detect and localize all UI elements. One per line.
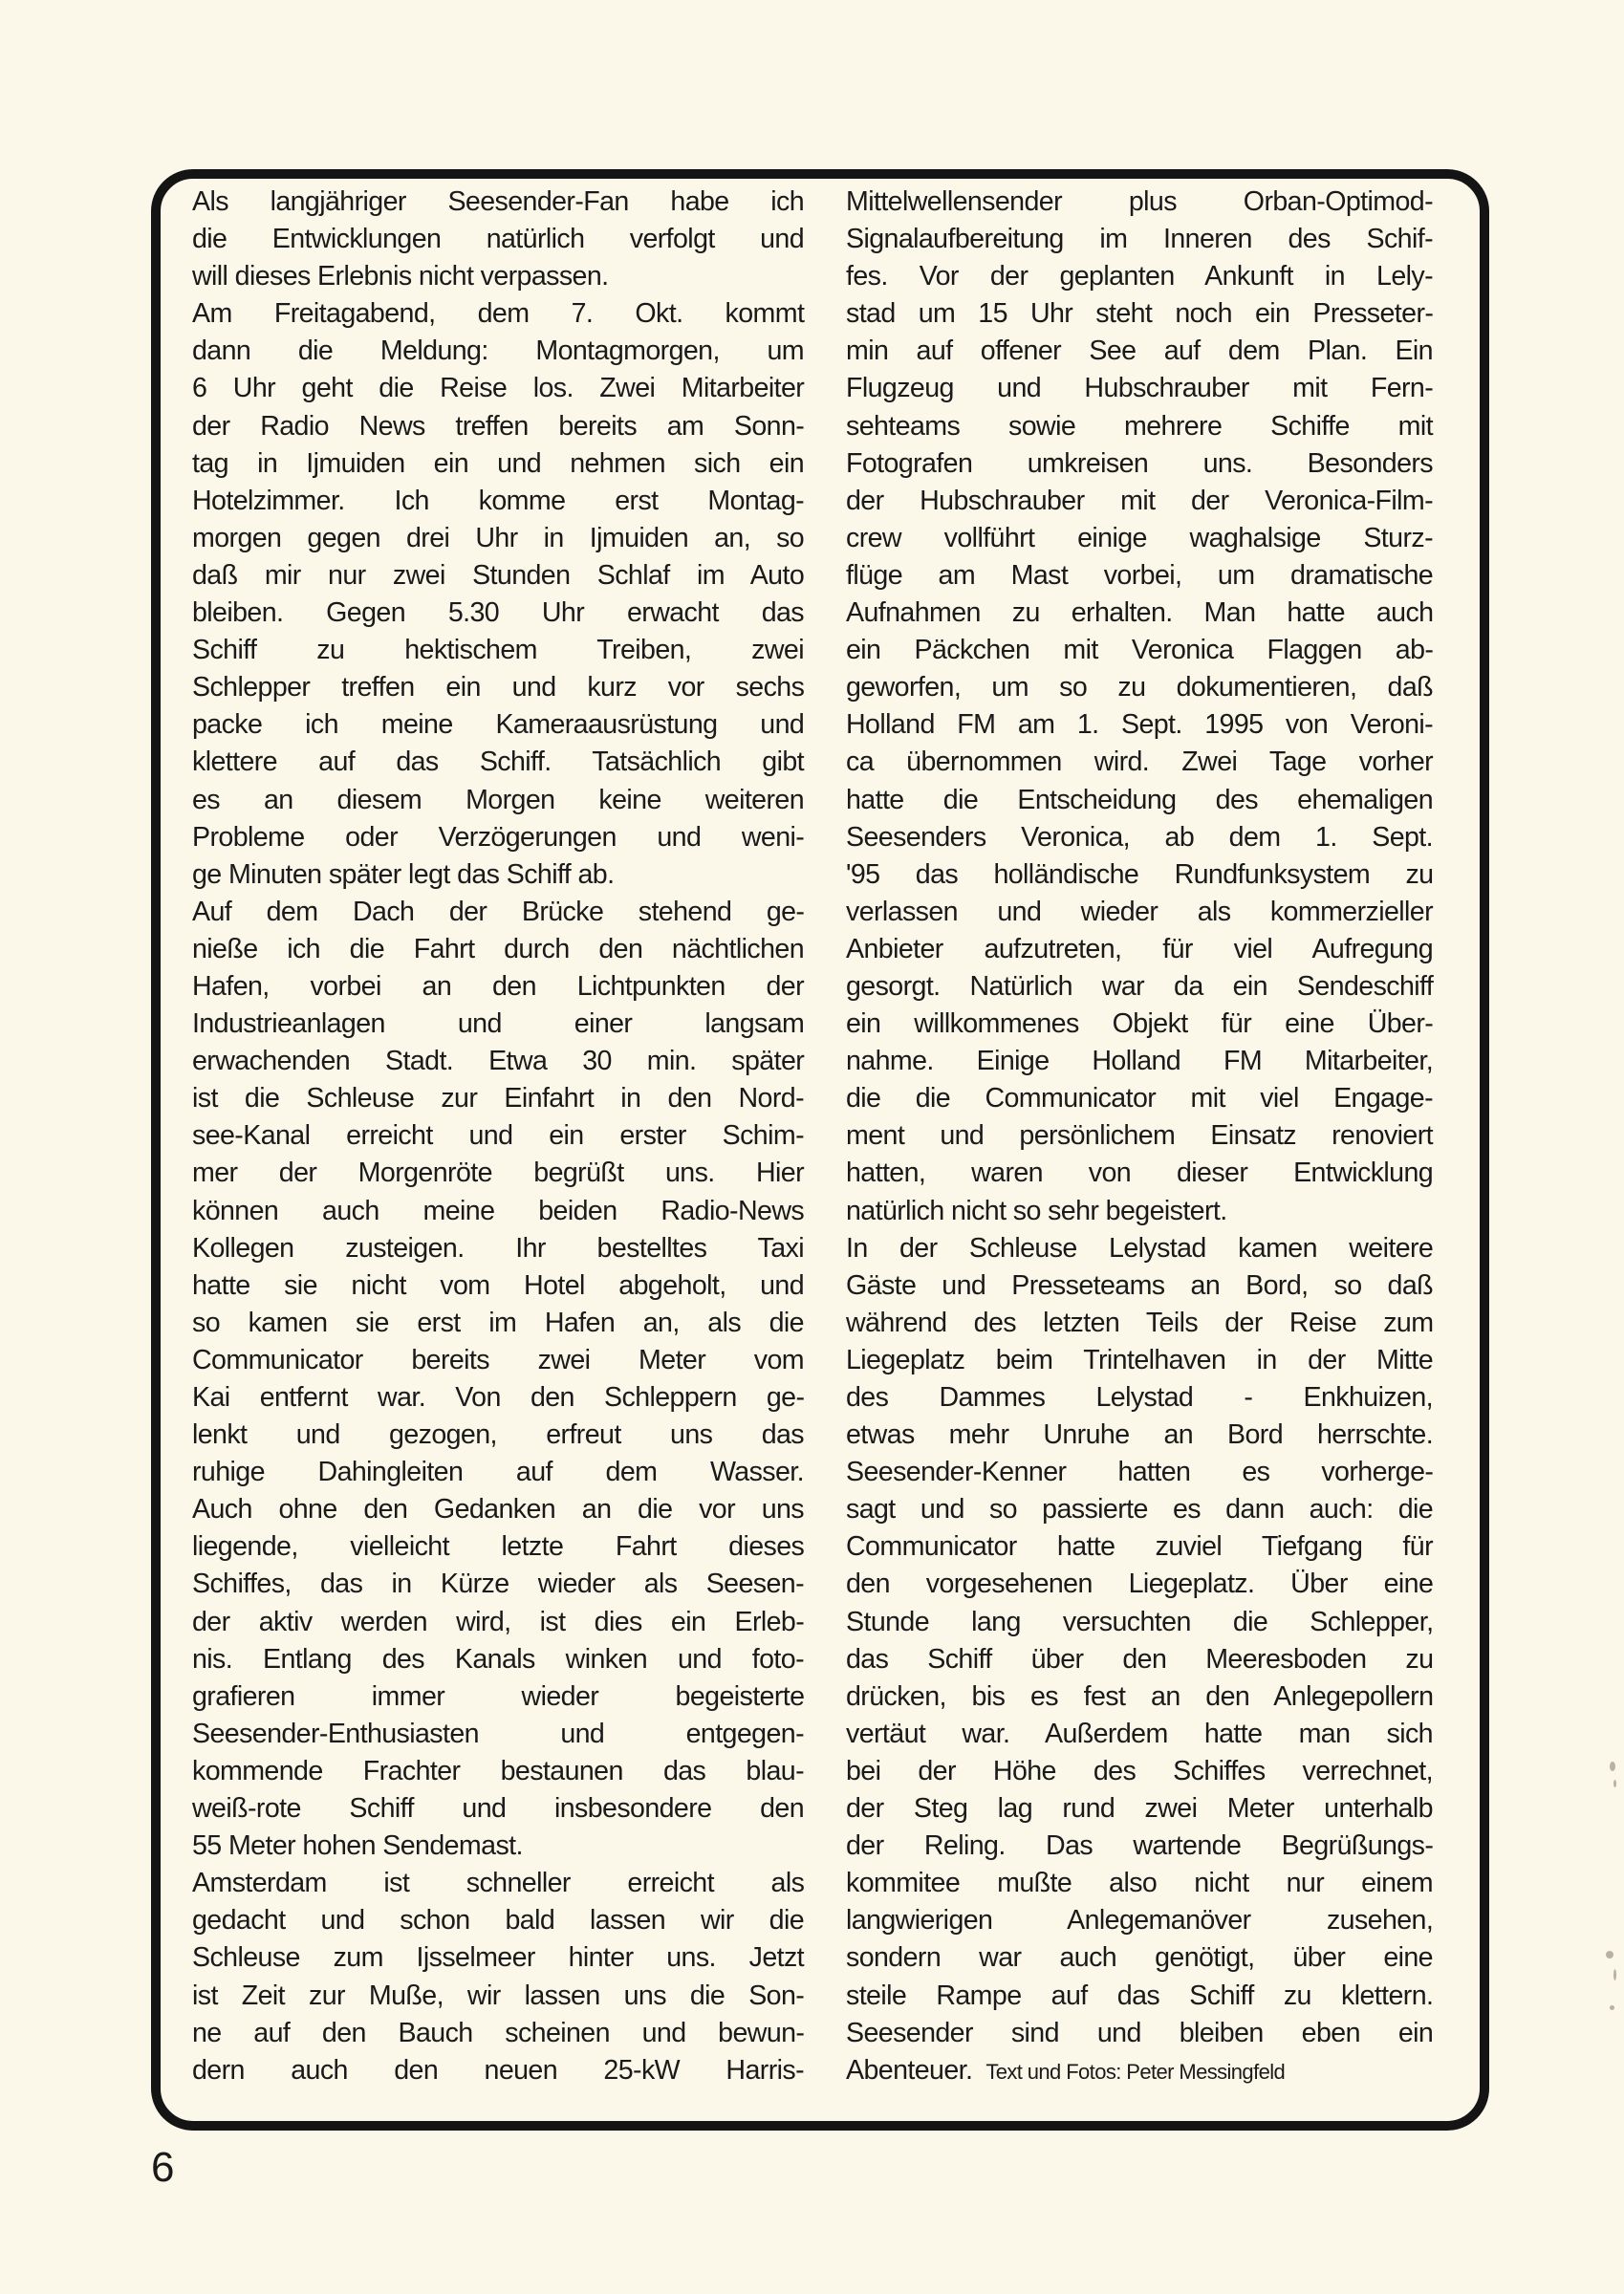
text-line: Auf dem Dach der Brücke stehend ge- <box>192 896 805 927</box>
text-line: Als langjähriger Seesender-Fan habe ich <box>192 186 804 217</box>
text-line: Seesender-Kenner hatten es vorherge- <box>846 1457 1434 1488</box>
text-line: Holland FM am 1. Sept. 1995 von Veroni- <box>846 709 1434 741</box>
text-line: hatte sie nicht vom Hotel abgeholt, und <box>192 1269 804 1301</box>
text-line: ein willkommenes Objekt für eine Über- <box>846 1008 1434 1040</box>
text-line: gedacht und schon bald lassen wir die <box>192 1905 804 1937</box>
scan-smudge <box>1613 1780 1616 1787</box>
text-line: kommende Frachter bestaunen das blau- <box>192 1755 804 1786</box>
text-line: die Entwicklungen natürlich verfolgt und <box>192 224 804 255</box>
text-line: tag in Ijmuiden ein und nehmen sich ein <box>192 447 804 479</box>
text-line: 55 Meter hohen Sendemast. <box>192 1830 523 1862</box>
text-line: verlassen und wieder als kommerzieller <box>846 896 1433 927</box>
text-line: während des letzten Teils der Reise zum <box>846 1307 1434 1338</box>
text-line: Stunde lang versuchten die Schlepper, <box>846 1606 1434 1637</box>
text-line: will dieses Erlebnis nicht verpassen. <box>192 261 609 292</box>
text-line: sagt und so passierte es dann auch: die <box>846 1494 1434 1526</box>
text-line: Signalaufbereitung im Inneren des Schif- <box>846 224 1433 255</box>
text-line: lenkt und gezogen, erfreut uns das <box>192 1419 804 1451</box>
text-line: Auch ohne den Gedanken an die vor uns <box>192 1494 804 1526</box>
text-line: der Steg lag rund zwei Meter unterhalb <box>846 1793 1433 1825</box>
text-line: weiß-rote Schiff und insbesondere den <box>192 1793 804 1825</box>
text-line: morgen gegen drei Uhr in Ijmuiden an, so <box>192 522 805 553</box>
text-line: Probleme oder Verzögerungen und weni- <box>192 821 805 853</box>
text-line: hatten, waren von dieser Entwicklung <box>846 1158 1434 1189</box>
text-line: kommitee mußte also nicht nur einem <box>846 1868 1433 1899</box>
text-line: Fotografen umkreisen uns. Besonders <box>846 447 1433 479</box>
text-line: ne auf den Bauch scheinen und bewun- <box>192 2017 805 2048</box>
text-line: dann die Meldung: Montagmorgen, um <box>192 335 804 367</box>
text-line: klettere auf das Schiff. Tatsächlich gibt <box>192 747 804 778</box>
text-line: Flugzeug und Hubschrauber mit Fern- <box>846 373 1434 404</box>
text-line: Gäste und Presseteams an Bord, so daß <box>846 1269 1433 1301</box>
text-line: 6 Uhr geht die Reise los. Zwei Mitarbeiter <box>192 373 805 404</box>
text-line: Communicator hatte zuviel Tiefgang für <box>846 1531 1433 1563</box>
text-line: flüge am Mast vorbei, um dramatische <box>846 559 1434 591</box>
text-line: den vorgesehenen Liegeplatz. Über eine <box>846 1569 1434 1600</box>
text-line: stad um 15 Uhr steht noch ein Presseter- <box>846 298 1434 330</box>
text-line: ist Zeit zur Muße, wir lassen uns die Son- <box>192 1980 805 2011</box>
text-line: Liegeplatz beim Trintelhaven in der Mitte <box>846 1344 1433 1375</box>
text-line: Schiffes, das in Kürze wieder als Seesen- <box>192 1569 804 1600</box>
author-byline: Text und Fotos: Peter Messingfeld <box>985 2059 1286 2084</box>
text-line: Seesender sind und bleiben eben ein <box>846 2017 1434 2048</box>
text-line: In der Schleuse Lelystad kamen weitere <box>846 1232 1434 1264</box>
text-line: Schleuse zum Ijsselmeer hinter uns. Jetzt <box>192 1942 805 1974</box>
text-line: bei der Höhe des Schiffes verrechnet, <box>846 1755 1433 1786</box>
text-line: gesorgt. Natürlich war da ein Sendeschiff <box>846 970 1434 1002</box>
text-line: geworfen, um so zu dokumentieren, daß <box>846 672 1433 703</box>
text-line: mer der Morgenröte begrüßt uns. Hier <box>192 1158 804 1189</box>
text-line: die die Communicator mit viel Engage- <box>846 1083 1433 1115</box>
text-line: können auch meine beiden Radio-News <box>192 1195 805 1226</box>
text-line: ist die Schleuse zur Einfahrt in den Nord- <box>192 1083 804 1115</box>
text-line: Hafen, vorbei an den Lichtpunkten der <box>192 970 804 1002</box>
text-line: Kai entfernt war. Von den Schleppern ge- <box>192 1382 805 1413</box>
article-column-left <box>192 184 804 2089</box>
text-line: es an diesem Morgen keine weiteren <box>192 784 804 815</box>
text-line: Kollegen zusteigen. Ihr bestelltes Taxi <box>192 1232 804 1264</box>
text-line: Amsterdam ist schneller erreicht als <box>192 1868 805 1899</box>
text-line: hatte die Entscheidung des ehemaligen <box>846 784 1433 815</box>
text-line: drücken, bis es fest an den Anlegepollern <box>846 1680 1434 1712</box>
text-line: steile Rampe auf das Schiff zu klettern. <box>846 1980 1434 2011</box>
text-line: Schiff zu hektischem Treiben, zwei <box>192 635 804 666</box>
text-line: sehteams sowie mehrere Schiffe mit <box>846 410 1433 442</box>
text-line: '95 das holländische Rundfunksystem zu <box>846 858 1434 890</box>
text-line: so kamen sie erst im Hafen an, als die <box>192 1307 804 1338</box>
text-line: Communicator bereits zwei Meter vom <box>192 1344 804 1375</box>
text-line: crew vollführt einige waghalsige Sturz- <box>846 522 1433 553</box>
text-line: vertäut war. Außerdem hatte man sich <box>846 1718 1433 1749</box>
closing-line <box>846 2052 1433 2089</box>
text-line: Anbieter aufzutreten, für viel Aufregung <box>846 933 1433 964</box>
page-number: 6 <box>151 2144 175 2191</box>
text-line: Schlepper treffen ein und kurz vor sechs <box>192 672 805 703</box>
closing-word: Abenteuer. <box>846 2054 973 2086</box>
text-line: der Reling. Das wartende Begrüßungs- <box>846 1830 1434 1862</box>
text-line: des Dammes Lelystad - Enkhuizen, <box>846 1382 1433 1413</box>
text-line: liegende, vielleicht letzte Fahrt dieses <box>192 1531 805 1563</box>
scan-smudge <box>1610 1762 1615 1771</box>
text-line: Hotelzimmer. Ich komme erst Montag- <box>192 485 805 516</box>
text-line: erwachenden Stadt. Etwa 30 min. später <box>192 1046 805 1077</box>
text-line: das Schiff über den Meeresboden zu <box>846 1643 1434 1675</box>
text-line: ge Minuten später legt das Schiff ab. <box>192 858 615 890</box>
text-line: ca übernommen wird. Zwei Tage vorher <box>846 747 1434 778</box>
scan-smudge <box>1606 1951 1613 1959</box>
text-line: ruhige Dahingleiten auf dem Wasser. <box>192 1457 804 1488</box>
text-line: nis. Entlang des Kanals winken und foto- <box>192 1643 804 1675</box>
text-line: Seesender-Enthusiasten und entgegen- <box>192 1718 804 1749</box>
text-line: min auf offener See auf dem Plan. Ein <box>846 335 1433 367</box>
text-line: Am Freitagabend, dem 7. Okt. kommt <box>192 298 805 330</box>
text-line: der Hubschrauber mit der Veronica-Film- <box>846 485 1434 516</box>
text-line: der aktiv werden wird, ist dies ein Erleb- <box>192 1606 805 1637</box>
article-column-right <box>846 184 1433 2089</box>
text-line: packe ich meine Kameraausrüstung und <box>192 709 805 741</box>
text-line: natürlich nicht so sehr begeistert. <box>846 1195 1227 1226</box>
text-line: grafieren immer wieder begeisterte <box>192 1680 805 1712</box>
text-line: der Radio News treffen bereits am Sonn- <box>192 410 805 442</box>
text-line: langwierigen Anlegemanöver zusehen, <box>846 1905 1434 1937</box>
text-line: ein Päckchen mit Veronica Flaggen ab- <box>846 635 1434 666</box>
text-line: bleiben. Gegen 5.30 Uhr erwacht das <box>192 597 804 629</box>
text-line: sondern war auch genötigt, über eine <box>846 1942 1433 1974</box>
text-line: ment und persönlichem Einsatz renoviert <box>846 1120 1433 1152</box>
text-line: Aufnahmen zu erhalten. Man hatte auch <box>846 597 1434 629</box>
text-line: nieße ich die Fahrt durch den nächtlichen <box>192 933 804 964</box>
text-line: fes. Vor der geplanten Ankunft in Lely- <box>846 261 1433 292</box>
text-line: Mittelwellensender plus Orban-Optimod- <box>846 186 1433 217</box>
text-line: dern auch den neuen 25-kW Harris- <box>192 2054 804 2086</box>
text-line: nahme. Einige Holland FM Mitarbeiter, <box>846 1046 1434 1077</box>
scan-smudge <box>1610 2005 1614 2010</box>
text-line: see-Kanal erreicht und ein erster Schim- <box>192 1120 804 1152</box>
text-line: Seesenders Veronica, ab dem 1. Sept. <box>846 821 1433 853</box>
text-line: daß mir nur zwei Stunden Schlaf im Auto <box>192 559 805 591</box>
text-line: etwas mehr Unruhe an Bord herrschte. <box>846 1419 1434 1451</box>
scan-smudge <box>1613 1969 1616 1980</box>
text-line: Industrieanlagen und einer langsam <box>192 1008 805 1040</box>
